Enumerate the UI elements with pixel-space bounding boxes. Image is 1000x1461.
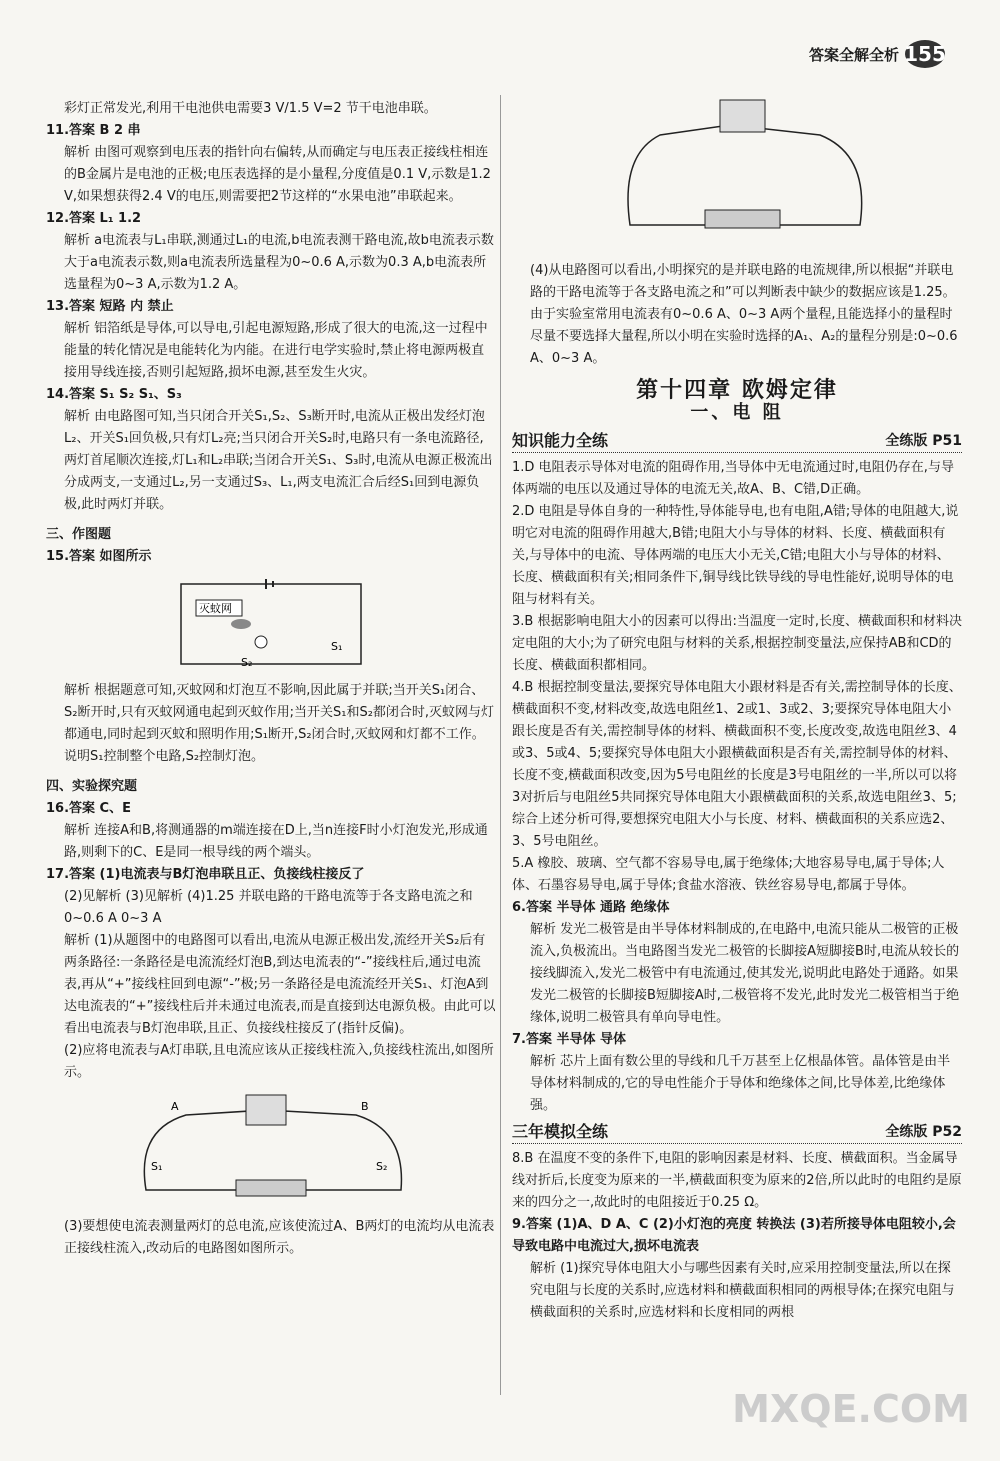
band-1-ref: 全练版 P51 xyxy=(885,433,962,449)
chapter-title: 第十四章 欧姆定律 xyxy=(636,378,838,403)
section-3: 三、作图题 xyxy=(46,527,112,542)
explain-16: 解析 连接A和B,将测通器的m端连接在D上,当n连接F时小灯泡发光,形成通路,则剩下的C、E是同一根导线的两个端头。 xyxy=(64,823,488,860)
left-column xyxy=(46,98,496,1260)
ans-8: 8.B 在温度不变的条件下,电阻的影响因素是材料、长度、横截面积。当金属导线对折后,长度变为原来的一半,横截面积变为原来的2倍,所以此时的电阻约是原来的四分之一,故此时的电阻接近于0.25 Ω。 xyxy=(512,1151,962,1210)
ans-6e: 解析 发光二极管是由半导体材料制成的,在电路中,电流只能从二极管的正极流入,负极流出。当电路图当发光二极管的长脚接A短脚接B时,电流从较长的接线脚流入,发光二极管中有电流通过,使其发光,说明此电路处于通路。如果发光二极管的长脚接B短脚接A时,二极管将不发光,此时发光二极管相当于绝缘体,说明二极管具有单向导电性。 xyxy=(530,922,960,1025)
answer-17: 17.答案 (1)电流表与B灯泡串联且正、负接线柱接反了 xyxy=(46,867,365,882)
answer-17b: (2)见解析 (3)见解析 (4)1.25 并联电路的干路电流等于各支路电流之和 0~0.6 A 0~3 A xyxy=(64,889,473,926)
page-header xyxy=(809,40,945,68)
header-title: 答案全解全析 xyxy=(808,45,899,64)
explain-15: 解析 根据题意可知,灭蚊网和灯泡互不影响,因此属于并联;当开关S₁闭合、S₂断开时,只有灭蚊网通电起到灭蚊作用;当开关S₁和S₂都闭合时,灭蚊网与灯都通电,同时起到灭蚊和照明作用;S₁断开,S₂闭合时,灭蚊网和灯都不工作。说明S₁控制整个电路,S₂控制灯泡。 xyxy=(64,683,495,764)
ans-4: 4.B 根据控制变量法,要探究导体电阻大小跟材料是否有关,需控制导体的长度、横截面积不变,材料改变,故选电阻丝1、2或1、3或2、3;要探究导体电阻大小跟长度是否有关,需控制导体的材料、横截面积不变,长度改变,故选电阻丝3、4或3、5或4、5;要探究导体电阻大小跟横截面积是否有关,需控制导体的材料、长度不变,横截面积改变,因为5号电阻丝的长度是3号电阻丝的一半,所以可以将3对折后与电阻丝5共同探究导体电阻大小跟横截面积的关系,故选电阻丝3、5;综合上述分析可得,要想探究电阻大小与长度、材料、横截面积的关系应选2、3、5号电阻丝。 xyxy=(512,680,962,849)
watermark: MXQE.COM xyxy=(732,1387,970,1431)
answer-12: 12.答案 L₁ 1.2 xyxy=(46,211,142,226)
ans-7: 7.答案 半导体 导体 xyxy=(512,1032,627,1047)
explain-11: 解析 由图可观察到电压表的指针向右偏转,从而确定与电压表正接线柱相连的B金属片是电池的正极;电压表选择的是小量程,分度值是0.1 V,示数是1.2 V,如果想获得2.4 V的电压,则需要把2节这样的“水果电池”串联起来。 xyxy=(64,145,491,204)
ans-5: 5.A 橡胶、玻璃、空气都不容易导电,属于绝缘体;大地容易导电,属于导体;人体、石墨容易导电,属于导体;食盐水溶液、铁丝容易导电,都属于导体。 xyxy=(512,856,945,893)
explain-17b: (2)应将电流表与A灯串联,且电流应该从正接线柱流入,负接线柱流出,如图所示。 xyxy=(64,1043,494,1080)
band-2-ref: 全练版 P52 xyxy=(885,1124,962,1140)
explain-17d: (4)从电路图可以看出,小明探究的是并联电路的电流规律,所以根据“并联电路的干路电流等于各支路电流之和”可以判断表中缺少的数据应该是1.25。由于实验室常用电流表有0~0.6 A、0~3 A两个量程,且能选择小的量程时尽量不要选择大量程,所以小明在实验时选择的A₁、A₂的量程分别是:0~0.6 A、0~3 A。 xyxy=(530,263,958,366)
answer-14: 14.答案 S₁ S₂ S₁、S₃ xyxy=(46,387,182,402)
answer-15: 15.答案 如图所示 xyxy=(46,549,152,564)
ans-3: 3.B 根据影响电阻大小的因素可以得出:当温度一定时,长度、横截面积和材料决定电阻的大小;为了研究电阻与材料的关系,根据控制变量法,应保持AB和CD的长度、横截面积都相同。 xyxy=(512,614,962,673)
explain-12: 解析 a电流表与L₁串联,测通过L₁的电流,b电流表测干路电流,故b电流表示数大于a电流表示数,则a电流表所选量程为0~0.6 A,示数为0.3 A,b电流表所选量程为0~3 A,示数为1.2 A。 xyxy=(64,233,494,292)
band-1 xyxy=(512,430,962,453)
fig17-s1: S₁ xyxy=(151,1160,163,1173)
right-column xyxy=(512,260,962,1324)
ans-2: 2.D 电阻是导体自身的一种特性,导体能导电,也有电阻,A错;导体的电阻越大,说明它对电流的阻碍作用越大,B错;电阻大小与导体的材料、长度、横截面积有关,与导体中的电流、导体两端的电压大小无关,C错;电阻大小与导体的材料、长度、横截面积有关;相同条件下,铜导线比铁导线的导电性能好,说明导体的电阻与材料有关。 xyxy=(512,504,959,607)
fig17-a: A xyxy=(171,1100,179,1113)
explain-17c: (3)要想使电流表测量两灯的总电流,应该使流过A、B两灯的电流均从电流表正接线柱流入,改动后的电路图如图所示。 xyxy=(64,1219,495,1256)
section-4: 四、实验探究题 xyxy=(46,779,138,794)
ans-6: 6.答案 半导体 通路 绝缘体 xyxy=(512,900,670,915)
page-number: 155 xyxy=(904,42,946,66)
column-divider xyxy=(500,95,501,1395)
text: 彩灯正常发光,利用干电池供电需要3 V/1.5 V=2 节干电池串联。 xyxy=(64,101,437,116)
circuit-figure-top-right xyxy=(610,95,880,250)
explain-17a: 解析 (1)从题图中的电路图可以看出,电流从电源正极出发,流经开关S₂后有两条路径:一条路径是电流流经灯泡B,到达电流表的“-”接线柱后,通过电流表,再从“+”接线柱回到电源“-”极;另一条路径是电流流经开关S₁、灯泡A到达电流表的“+”接线柱后并未通过电流表,而是直接到达电源负极。由此可以看出电流表与B灯泡串联,且正、负接线柱接反了(指针反偏)。 xyxy=(64,933,496,1036)
explain-13: 解析 铝箔纸是导体,可以导电,引起电源短路,形成了很大的电流,这一过程中能量的转化情况是电能转化为内能。在进行电学实验时,禁止将电源两极直接用导线连接,否则引起短路,损坏电源,甚至发生火灾。 xyxy=(64,321,488,380)
fig15-s1: S₁ xyxy=(331,640,343,653)
answer-13: 13.答案 短路 内 禁止 xyxy=(46,299,174,314)
band-2-title: 三年模拟全练 xyxy=(512,1122,609,1141)
answer-11: 11.答案 B 2 串 xyxy=(46,123,141,138)
band-1-title: 知识能力全练 xyxy=(512,431,609,450)
ans-7e: 解析 芯片上面有数公里的导线和几千万甚至上亿根晶体管。晶体管是由半导体材料制成的,它的导电性能介于导体和绝缘体之间,比导体差,比绝缘体强。 xyxy=(530,1054,951,1113)
fig15-label: 灭蚊网 xyxy=(199,602,232,615)
explain-14: 解析 由电路图可知,当只闭合开关S₁,S₂、S₃断开时,电流从正极出发经灯泡L₂、开关S₁回负极,只有灯L₂亮;当只闭合开关S₂时,电路只有一条电流路径,两灯首尾顺次连接,灯L₁和L₂串联;当闭合开关S₁、S₃时,电流从电源正极流出分成两支,一支通过L₂,另一支通过S₃、L₁,两支电流汇合后经S₁回到电源负极,此时两灯并联。 xyxy=(64,409,493,512)
fig17-s2: S₂ xyxy=(376,1160,388,1173)
circuit-figure-17 xyxy=(126,1090,416,1210)
ans-1: 1.D 电阻表示导体对电流的阻碍作用,当导体中无电流通过时,电阻仍存在,与导体两端的电压以及通过导体的电流无关,故A、B、C错,D正确。 xyxy=(512,460,954,497)
section-title: 一、电 阻 xyxy=(690,402,784,423)
fig17-b: B xyxy=(361,1100,369,1113)
fig15-s2: S₂ xyxy=(241,656,253,669)
band-2 xyxy=(512,1121,962,1144)
circuit-figure-15 xyxy=(171,574,371,674)
ans-9: 9.答案 (1)A、D A、C (2)小灯泡的亮度 转换法 (3)若所接导体电阻较小,会导致电路中电流过大,损坏电流表 xyxy=(512,1217,956,1254)
ans-9e: 解析 (1)探究导体电阻大小与哪些因素有关时,应采用控制变量法,所以在探究电阻与长度的关系时,应选材料和横截面积相同的两根导体;在探究电阻与横截面积的关系时,应选材料和长度相同的两根 xyxy=(530,1261,955,1320)
answer-16: 16.答案 C、E xyxy=(46,801,131,816)
